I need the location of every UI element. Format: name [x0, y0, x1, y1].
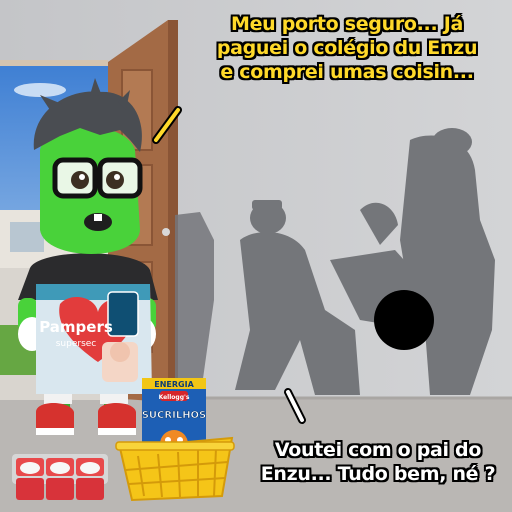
censor-dot: [374, 290, 434, 350]
cereal-maker: Kellogg's: [158, 394, 190, 401]
shopping-basket: [116, 438, 234, 500]
cereal-name: SUCRILHOS: [141, 410, 207, 421]
cereal-badge: ENERGIA: [154, 380, 194, 389]
caption-top-line: Meu porto seguro... Já: [230, 13, 463, 35]
caption-top-line: e comprei umas coisin...: [220, 61, 474, 83]
caption-bottom: [250, 438, 506, 486]
caption-bottom-line: Voutei com o pai do: [274, 439, 482, 461]
caption-top-line: paguei o colégio du Enzu: [216, 37, 478, 59]
caption-top: [188, 12, 506, 84]
diaper-subline: supersec: [55, 339, 97, 349]
yogurt-cups: [12, 454, 108, 500]
caption-bottom-line: Enzu... Tudo bem, né ?: [260, 463, 496, 485]
diaper-brand: Pampers: [39, 318, 113, 336]
